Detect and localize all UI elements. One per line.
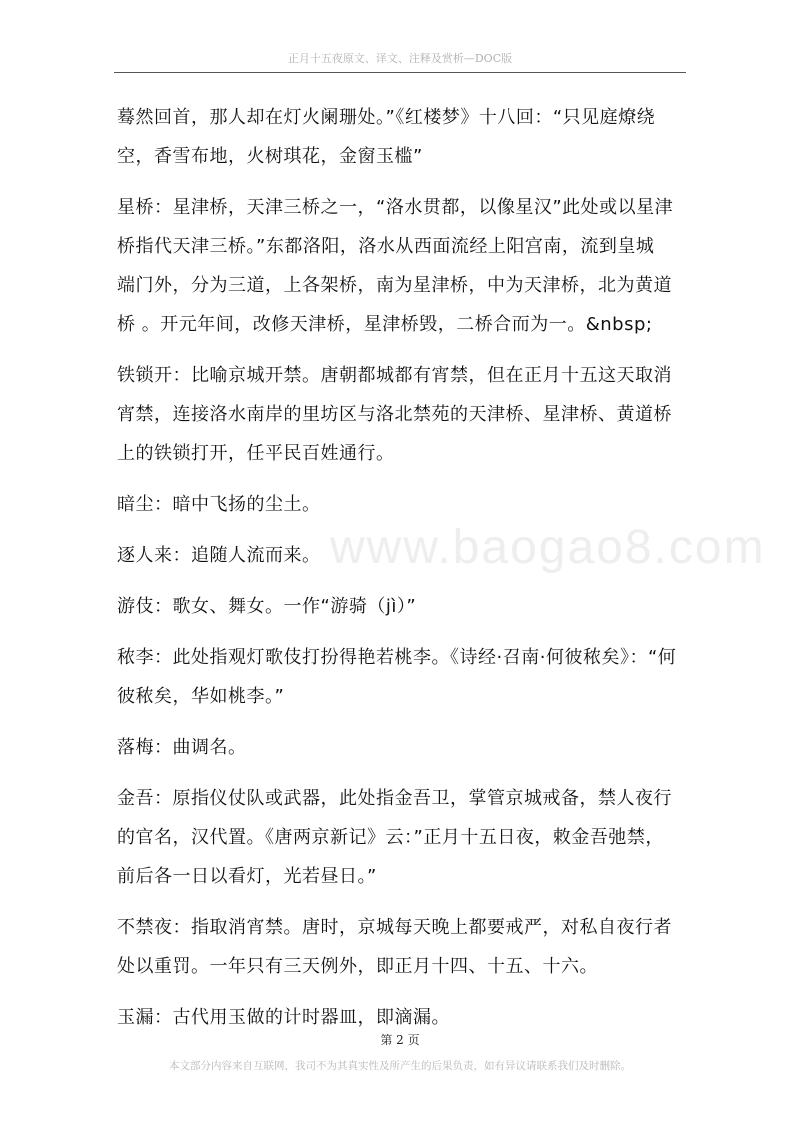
text-line: 上的铁锁打开，任平民百姓通行。 [117,443,395,464]
text-line: 铁锁开：比喻京城开禁。唐朝都城都有宵禁，但在正月十五这天取消 [117,365,672,386]
text-line: 暗尘：暗中飞扬的尘土。 [117,494,321,515]
paragraph [117,587,691,626]
text-line: 秾李：此处指观灯歌伎打扮得艳若桃李。《诗经·召南·何彼秾矣》：“何 [117,647,677,668]
text-line: 处以重罚。一年只有三天例外，即正月十四、十五、十六。 [117,956,598,977]
text-line: 玉漏：古代用玉做的计时器皿，即滴漏。 [117,1007,450,1028]
paragraph [117,779,691,896]
watermark: www.baogao8.com [330,521,766,574]
text-line: 逐人来：追随人流而来。 [117,545,321,566]
paragraph [117,536,691,575]
document-body [117,98,691,1049]
text-line: 前后各一日以看灯，光若昼日。” [117,866,377,887]
paragraph [117,485,691,524]
text-line: 端门外，分为三道，上各架桥，南为星津桥，中为天津桥，北为黄道 [117,275,672,296]
running-header: 正月十五夜原文、译文、注释及赏析—DOC版 [287,52,513,65]
text-line: 彼秾矣，华如桃李。” [117,686,285,707]
footer-disclaimer: 本文部分内容来自互联网，我司不为其真实性及所产生的后果负责，如有异议请联系我们及时删除。 [169,1060,631,1072]
paragraph [117,188,691,344]
text-line: 落梅：曲调名。 [117,737,247,758]
text-line: 金吾：原指仪仗队或武器，此处指金吾卫，掌管京城戒备，禁人夜行 [117,788,672,809]
page-number: 第 2 页 [380,1033,420,1047]
text-line: 桥 。开元年间，改修天津桥，星津桥毁，二桥合而为一。&nbsp; [117,314,653,335]
text-line: 不禁夜：指取消宵禁。唐时，京城每天晚上都要戒严，对私自夜行者 [117,917,672,938]
header-divider [114,72,686,73]
text-line: 宵禁，连接洛水南岸的里坊区与洛北禁苑的天津桥、星津桥、黄道桥 [117,404,672,425]
text-line: 蓦然回首，那人却在灯火阑珊处。”《红楼梦》十八回：“只见庭燎绕 [117,107,656,128]
text-line: 空，香雪布地，火树琪花，金窗玉槛” [117,146,423,167]
paragraph [117,638,691,716]
paragraph [117,908,691,986]
text-line: 游伎：歌女、舞女。一作“游骑（jì）” [117,596,417,617]
text-line: 桥指代天津三桥。”东都洛阳，洛水从西面流经上阳宫南，流到皇城 [117,236,655,257]
paragraph [117,728,691,767]
paragraph [117,98,691,176]
paragraph [117,356,691,473]
text-line: 星桥：星津桥，天津三桥之一，“洛水贯都，以像星汉”此处或以星津 [117,197,674,218]
text-line: 的官名，汉代置。《唐两京新记》云：”正月十五日夜，敕金吾弛禁， [117,827,664,848]
